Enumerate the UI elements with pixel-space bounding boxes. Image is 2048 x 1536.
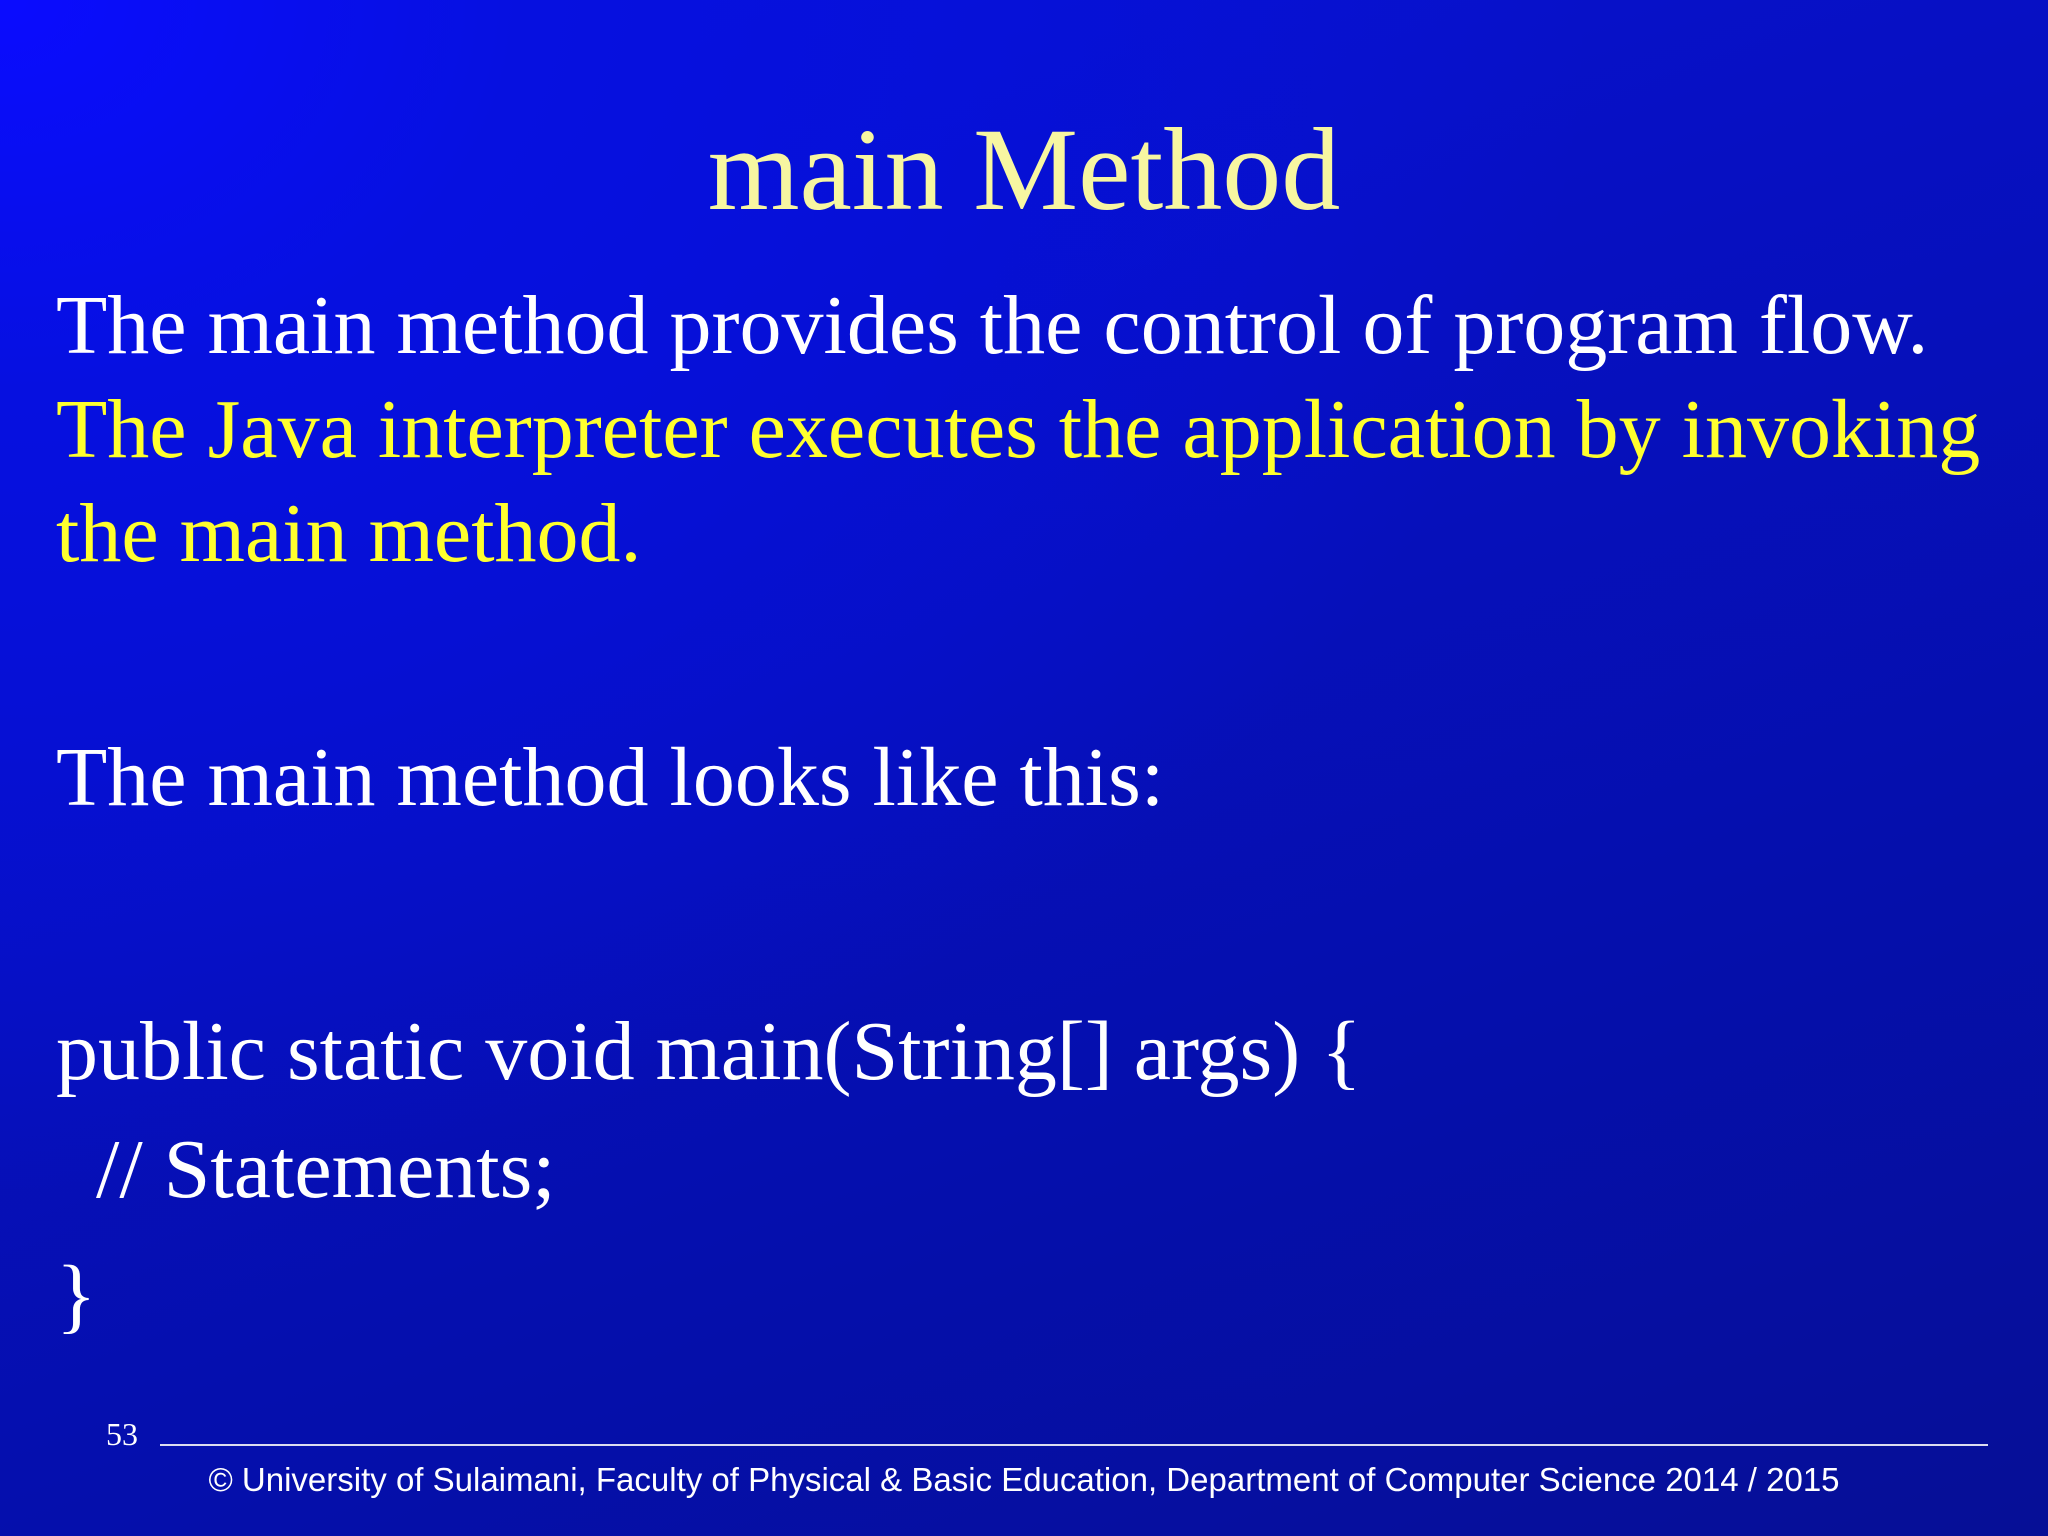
code-comment-line: // Statements; [96, 1123, 556, 1216]
footer-divider [160, 1444, 1988, 1446]
paragraph-interpreter-line-1: The Java interpreter executes the application by invoking [56, 383, 1981, 476]
paragraph-interpreter-line-2: the main method. [56, 487, 642, 580]
code-signature-line: public static void main(String[] args) { [56, 1005, 1362, 1098]
slide-number: 53 [106, 1416, 138, 1452]
paragraph-looks-like: The main method looks like this: [56, 731, 1165, 824]
code-closing-brace: } [56, 1249, 97, 1342]
paragraph-program-flow: The main method provides the control of program flow. [56, 279, 1929, 372]
slide-title: main Method [707, 104, 1341, 235]
footer-copyright: © University of Sulaimani, Faculty of Physical & Basic Education, Department of Computer Science 2014 / 2015 [208, 1461, 1840, 1498]
